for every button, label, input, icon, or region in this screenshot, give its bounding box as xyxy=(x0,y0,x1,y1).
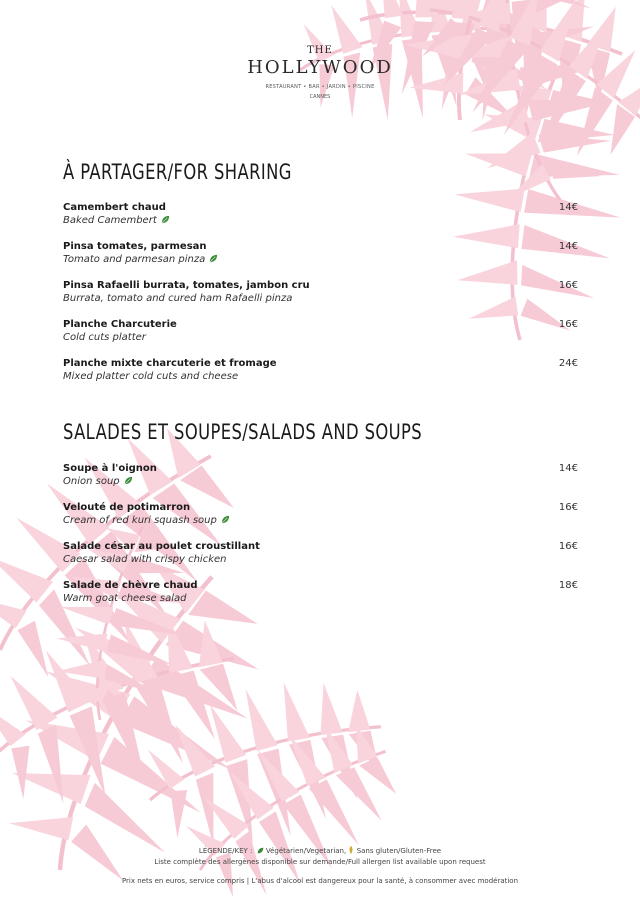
logo-name: HOLLYWOOD xyxy=(247,57,393,78)
restaurant-logo xyxy=(240,46,400,100)
item-description: Mixed platter cold cuts and cheese xyxy=(63,371,239,382)
item-name: Camembert chaud xyxy=(63,202,166,213)
legend-gluten-free: Sans gluten/Gluten-Free xyxy=(356,847,442,855)
item-price: 14€ xyxy=(558,202,578,213)
legend-vegetarian: Végétarien/Vegetarian, xyxy=(265,847,347,855)
item-price: 16€ xyxy=(558,280,578,291)
menu-item xyxy=(63,201,578,240)
vegetarian-leaf-icon xyxy=(209,254,218,263)
section-title-sharing: À PARTAGER/FOR SHARING xyxy=(63,160,292,184)
item-description: Cold cuts platter xyxy=(63,332,146,343)
footer-legend xyxy=(0,846,640,856)
item-name: Salade de chèvre chaud xyxy=(63,580,198,591)
item-description: Cream of red kuri squash soup xyxy=(63,514,230,527)
item-name: Soupe à l'oignon xyxy=(63,463,157,474)
item-price: 14€ xyxy=(558,241,578,252)
logo-the: THE xyxy=(307,45,333,56)
item-price: 16€ xyxy=(558,541,578,552)
item-description: Onion soup xyxy=(63,475,133,488)
menu-item xyxy=(63,279,578,318)
vegetarian-leaf-icon xyxy=(124,476,133,485)
item-name: Planche mixte charcuterie et fromage xyxy=(63,358,277,369)
footer-allergens: Liste complète des allergènes disponible sur demande/Full allergen list available upon request xyxy=(154,858,486,866)
item-description: Baked Camembert xyxy=(63,214,170,227)
item-description: Warm goat cheese salad xyxy=(63,593,187,604)
item-name: Salade césar au poulet croustillant xyxy=(63,541,260,552)
item-price: 18€ xyxy=(558,580,578,591)
item-description: Tomato and parmesan pinza xyxy=(63,253,218,266)
item-name: Velouté de potimarron xyxy=(63,502,191,513)
menu-item xyxy=(63,240,578,279)
item-name: Pinsa tomates, parmesan xyxy=(63,241,207,252)
item-name: Planche Charcuterie xyxy=(63,319,177,330)
logo-city: CANNES xyxy=(309,94,331,100)
logo-subtitle: RESTAURANT • BAR • JARDIN • PISCINE xyxy=(265,84,375,90)
item-name: Pinsa Rafaelli burrata, tomates, jambon cru xyxy=(63,280,310,291)
item-description: Caesar salad with crispy chicken xyxy=(63,554,227,565)
menu-item xyxy=(63,540,578,579)
vegetarian-leaf-icon xyxy=(221,515,230,524)
menu-item xyxy=(63,318,578,357)
menu-item xyxy=(63,462,578,501)
menu-item xyxy=(63,579,578,618)
vegetarian-leaf-icon xyxy=(257,847,264,854)
item-price: 14€ xyxy=(558,463,578,474)
menu-item xyxy=(63,501,578,540)
item-price: 16€ xyxy=(558,319,578,330)
sharing-items xyxy=(63,201,578,396)
item-price: 16€ xyxy=(558,502,578,513)
gluten-free-icon xyxy=(348,846,354,854)
footer-prices: Prix nets en euros, service compris | L'abus d'alcool est dangereux pour la santé, à consommer avec modération xyxy=(121,877,519,885)
salads-soups-items xyxy=(63,462,578,618)
legend-label: LÉGENDE/KEY : xyxy=(198,847,253,855)
item-description: Burrata, tomato and cured ham Rafaelli pinza xyxy=(63,293,293,304)
section-title-salads-soups: SALADES ET SOUPES/SALADS AND SOUPS xyxy=(63,420,423,444)
vegetarian-leaf-icon xyxy=(161,215,170,224)
menu-item xyxy=(63,357,578,396)
item-price: 24€ xyxy=(558,358,578,369)
